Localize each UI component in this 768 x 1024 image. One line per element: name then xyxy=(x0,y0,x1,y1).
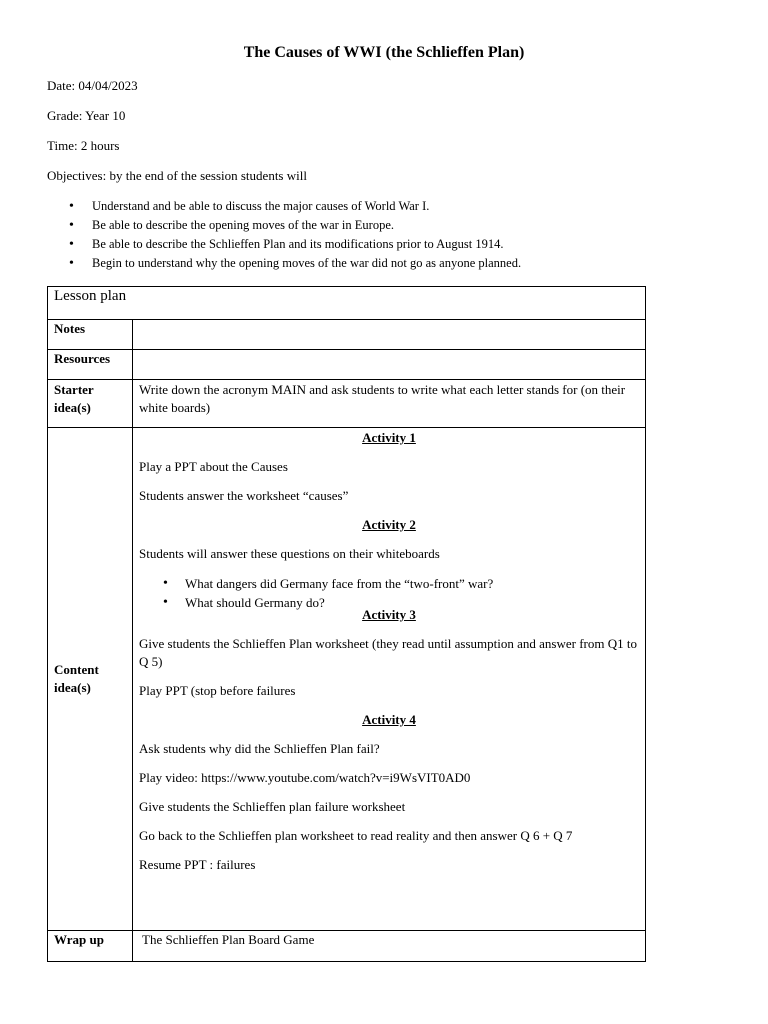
date-line: Date: 04/04/2023 xyxy=(47,78,138,93)
activity-2-questions xyxy=(139,574,639,612)
notes-cell xyxy=(133,320,646,350)
objectives-intro: Objectives: by the end of the session students will xyxy=(47,168,307,183)
activity-3-line: Give students the Schlieffen Plan worksheet (they read until assumption and answer from Q1 to Q 5) xyxy=(139,636,637,669)
time-line: Time: 2 hours xyxy=(47,138,120,153)
activity-4-line: Give students the Schlieffen plan failure worksheet xyxy=(139,799,406,814)
resources-cell xyxy=(133,350,646,380)
wrapup-text: The Schlieffen Plan Board Game xyxy=(133,931,646,962)
activity-4-line: Resume PPT : failures xyxy=(139,857,256,872)
lesson-plan-table xyxy=(47,286,646,962)
activity-3-line: Play PPT (stop before failures xyxy=(139,683,296,698)
activity-1-line: Play a PPT about the Causes xyxy=(139,459,288,474)
activity-1-line: Students answer the worksheet “causes” xyxy=(139,488,349,503)
activity-3-title: Activity 3 xyxy=(362,607,416,622)
activity-2-intro: Students will answer these questions on their whiteboards xyxy=(139,546,440,561)
activity-4-line: Ask students why did the Schlieffen Plan fail? xyxy=(139,741,380,756)
grade-line: Grade: Year 10 xyxy=(47,108,126,123)
notes-label: Notes xyxy=(48,320,133,350)
activity-4-line: Go back to the Schlieffen plan worksheet to read reality and then answer Q 6 + Q 7 xyxy=(139,828,573,843)
video-link[interactable]: Play video: https://www.youtube.com/watch?v=i9WsVIT0AD0 xyxy=(139,770,471,785)
objective-item: • Be able to describe the Schlieffen Plan and its modifications prior to August 1914. xyxy=(47,235,521,254)
question-item: • What should Germany do? xyxy=(139,593,639,612)
objective-item: • Begin to understand why the opening moves of the war did not go as anyone planned. xyxy=(47,254,521,273)
objectives-list xyxy=(47,197,521,273)
activity-2-title: Activity 2 xyxy=(362,517,416,532)
activity-4-title: Activity 4 xyxy=(362,712,416,727)
document-title: The Causes of WWI (the Schlieffen Plan) xyxy=(243,44,525,61)
objective-item: • Understand and be able to discuss the major causes of World War I. xyxy=(47,197,521,216)
wrapup-label: Wrap up xyxy=(48,931,133,962)
objective-item: • Be able to describe the opening moves of the war in Europe. xyxy=(47,216,521,235)
starter-text: Write down the acronym MAIN and ask students to write what each letter stands for (on their white boards) xyxy=(133,380,646,428)
activity-1-title: Activity 1 xyxy=(362,430,416,445)
question-item: • What dangers did Germany face from the “two-front” war? xyxy=(139,574,639,593)
lesson-plan-heading: Lesson plan xyxy=(48,287,646,320)
resources-label: Resources xyxy=(48,350,133,380)
content-label: Content idea(s) xyxy=(48,428,133,931)
content-cell xyxy=(133,428,646,931)
starter-label: Starter idea(s) xyxy=(48,380,133,428)
